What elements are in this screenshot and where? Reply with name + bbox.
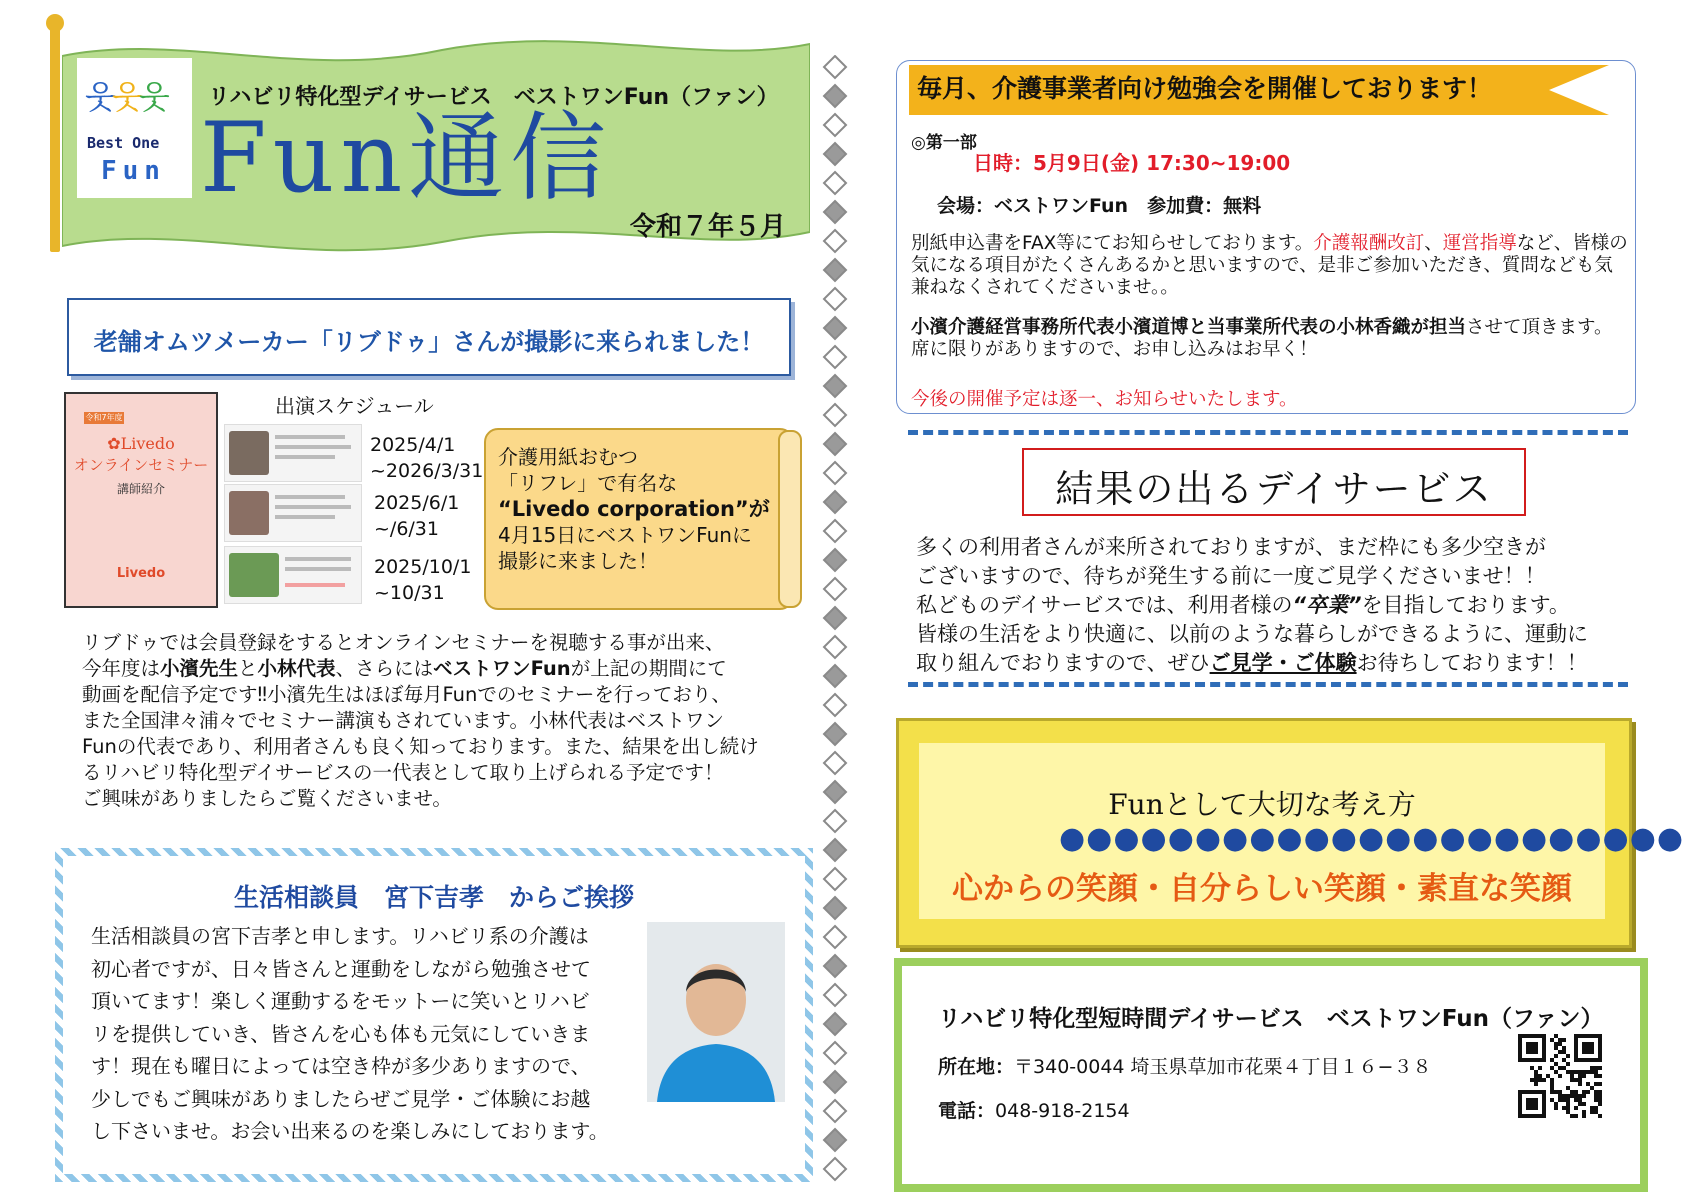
values-inner (919, 743, 1685, 919)
qr-code-icon[interactable] (1518, 1034, 1602, 1118)
diamond-shape (824, 1013, 846, 1035)
phone-label: 電話： (938, 1100, 996, 1122)
dashed-divider (908, 430, 1628, 435)
diamond-shape (824, 114, 846, 136)
text-run: 今年度は (82, 657, 161, 680)
booklet-subtitle: オンラインセミナー (73, 456, 209, 474)
staff-photo (647, 922, 785, 1102)
greeting-line: す！現在も曜日によっては空き枠が多少ありますので、 (91, 1054, 591, 1078)
diamond-shape (824, 723, 846, 745)
paragraph-line: 多くの利用者さんが来所されておりますが、まだ枠にも多少空きが (916, 535, 1546, 559)
livedo-callout (484, 428, 794, 610)
diamond-shape (824, 85, 846, 107)
date-end: ~/6/31 (374, 518, 439, 540)
thumb-line (275, 495, 345, 499)
callout-line: 4月15日にベストワンFunに (498, 523, 752, 547)
diamond-shape (824, 1158, 846, 1180)
callout-line: 撮影に来ました！ (498, 549, 658, 573)
greeting-title: 生活相談員 宮下吉孝 からご挨拶 (233, 883, 634, 912)
diamond-shape (824, 1129, 846, 1151)
callout-line: 介護用紙おむつ (498, 445, 638, 469)
text-bold: 小林代表 (257, 657, 336, 680)
diamond-shape (824, 288, 846, 310)
diamond-shape (824, 1042, 846, 1064)
diamond-shape (824, 404, 846, 426)
text-run: が上記の期間にて (570, 657, 727, 680)
thumb-line (285, 583, 345, 587)
text-run: させて頂きます。席に限りがありますので、お申し込みはお早く！ (911, 317, 1613, 360)
address-value: 〒340-0044 埼玉県草加市花栗４丁目１６−３８ (1014, 1056, 1432, 1078)
schedule-thumbnail (224, 424, 362, 482)
callout-line: “Livedo corporation”が (498, 497, 770, 521)
paragraph-line (916, 649, 1636, 678)
paragraph-line: リブドゥでは会員登録をするとオンラインセミナーを視聴する事が出来、 (82, 631, 725, 654)
study-venue: 会場：ベストワンFun 参加費：無料 (937, 195, 1262, 217)
results-paragraph (916, 533, 1636, 678)
diamond-shape (824, 897, 846, 919)
study-session-box (896, 60, 1636, 414)
diamond-shape (824, 520, 846, 542)
issue-date: 令和７年５月 (630, 212, 787, 242)
greeting-line: 初心者ですが、日々皆さんと運動をしながら勉強させて (91, 956, 591, 981)
paragraph-line (916, 591, 1636, 620)
diamond-shape (824, 636, 846, 658)
callout-text (498, 444, 770, 574)
header-subtitle: リハビリ特化型デイサービス ベストワンFun（ファン） (208, 85, 779, 110)
contact-address (938, 1052, 1431, 1079)
paragraph-line: また全国津々浦々でセミナー講演もされています。小林代表はベストワン (82, 709, 724, 732)
phone-value: 048-918-2154 (995, 1100, 1130, 1122)
contact-box (894, 958, 1648, 1192)
schedule-title: 出演スケジュール (275, 394, 434, 418)
schedule-thumbnail (224, 484, 362, 542)
diamond-shape (824, 201, 846, 223)
text-bold: 小濱介護経営事務所代表小濱道博と当事業所代表の小林香織が担当 (911, 317, 1467, 338)
thumb-line (275, 435, 345, 439)
greeting-line: リを提供していき、皆さんを心も体も元気にしていきま (91, 1021, 591, 1046)
diamond-shape (824, 607, 846, 629)
paragraph-line (82, 656, 782, 682)
study-title: 毎月、介護事業者向け勉強会を開催しております！ (917, 74, 1493, 103)
booklet-badge: 令和7年度 (85, 413, 123, 422)
text-run: と (238, 657, 258, 680)
text-emphasis: “卒業” (1292, 593, 1362, 617)
values-motto: 心からの笑顔・自分らしい笑顔・素直な笑顔 (952, 871, 1572, 907)
text-run: など、皆様の気になる項目がたくさんあるかと思いますので、是非ご参加いただき、質問なども気兼ねなくされてくださいませ。。 (911, 233, 1628, 298)
thumb-line (275, 445, 351, 449)
greeting-line: 少しでもご興味がありましたらぜご見学・ご体験にお越 (91, 1086, 591, 1111)
text-bold: 小濱先生 (160, 657, 239, 680)
booklet-brand (66, 434, 216, 453)
group-photo (229, 553, 279, 597)
thumb-line (275, 515, 335, 519)
diamond-shape (824, 346, 846, 368)
study-body (911, 233, 1631, 299)
diamond-shape (824, 549, 846, 571)
diamond-shape (824, 665, 846, 687)
paragraph-line: Funの代表であり、利用者さんも良く知っております。また、結果を出し続け (82, 735, 759, 758)
contact-phone (938, 1096, 1130, 1123)
diamond-shape (824, 317, 846, 339)
date-start: 2025/4/1 (370, 434, 456, 456)
diamond-shape (824, 56, 846, 78)
text-run: 取り組んでおりますので、ぜひ (916, 651, 1210, 675)
text-bold: ベストワンFun (433, 657, 571, 680)
date-start: 2025/6/1 (374, 492, 460, 514)
booklet-brand-text: Livedo (120, 434, 175, 453)
text-emphasis: ご見学・ご体験 (1209, 651, 1357, 675)
text-red: 運営指導 (1442, 233, 1517, 254)
dotted-divider: ●●●●●●●●●●●●●●●●●●●●●●● (1059, 821, 1685, 856)
study-note: 今後の開催予定は逐一、お知らせいたします。 (911, 389, 1298, 410)
thumb-line (285, 557, 351, 561)
schedule-thumbnail (224, 546, 362, 604)
people-icon: 웃웃웃 (85, 78, 166, 116)
diamond-shape (824, 694, 846, 716)
greeting-line: し下さいませ。お会い出来るのを楽しみにしております。 (91, 1119, 609, 1143)
diamond-divider (820, 55, 850, 1185)
booklet-footer: Livedo (116, 566, 166, 581)
text-run: 、さらには (335, 657, 434, 680)
seminar-booklet-image (64, 392, 218, 608)
values-title: Funとして大切な考え方 (1108, 788, 1416, 821)
scroll-edge (778, 430, 802, 608)
date-end: ~10/31 (374, 582, 445, 604)
results-heading-box (1022, 448, 1526, 516)
paragraph-line: 皆様の生活をより快適に、以前のような暮らしができるように、運動に (916, 622, 1588, 646)
schedule-date-1 (370, 432, 483, 484)
thumb-line (275, 505, 351, 509)
logo-brand-text: Best One (87, 134, 160, 152)
diamond-shape (824, 1100, 846, 1122)
text-run: 、 (1424, 233, 1443, 254)
diamond-shape (824, 926, 846, 948)
study-time: 日時：5月9日(金) 17:30~19:00 (973, 151, 1291, 175)
values-box (896, 718, 1685, 948)
text-run: を目指しております。 (1361, 593, 1570, 617)
paragraph-line: るリハビリ特化型デイサービスの一代表として取り上げられる予定です！ (82, 761, 724, 784)
booklet-intro: 講師紹介 (116, 482, 165, 496)
lecturer-photo (229, 431, 269, 475)
diamond-shape (824, 259, 846, 281)
newsletter-title: Fun通信 (200, 102, 613, 214)
livedo-banner-text: 老舗オムツメーカー「リブドゥ」さんが撮影に来られました！ (93, 328, 765, 356)
diamond-shape (824, 230, 846, 252)
thumb-line (275, 455, 335, 459)
date-end: ~2026/3/31 (370, 460, 484, 482)
livedo-banner (67, 298, 791, 376)
text-run: お待ちしております！！ (1356, 651, 1588, 675)
diamond-shape (824, 868, 846, 890)
diamond-shape (824, 143, 846, 165)
study-part: ◎第一部 (911, 133, 977, 153)
diamond-shape (824, 839, 846, 861)
thumb-line (285, 567, 351, 571)
diamond-shape (824, 810, 846, 832)
address-label: 所在地： (938, 1056, 1015, 1078)
diamond-shape (824, 172, 846, 194)
diamond-shape (824, 375, 846, 397)
text-run: 別紙申込書をFAX等にてお知らせしております。 (911, 233, 1314, 254)
dashed-divider (908, 682, 1628, 687)
text-run: 私どものデイサービスでは、利用者様の (916, 593, 1293, 617)
diamond-shape (824, 1071, 846, 1093)
lecturer-photo (229, 491, 269, 535)
contact-title: リハビリ特化型短時間デイサービス ベストワンFun（ファン） (938, 1006, 1604, 1032)
logo-fun-text: Fun (101, 156, 166, 186)
results-heading: 結果の出るデイサービス (1055, 467, 1493, 511)
diamond-shape (824, 578, 846, 600)
diamond-shape (824, 752, 846, 774)
greeting-line: 生活相談員の宮下吉孝と申します。リハビリ系の介護は (91, 924, 589, 948)
text-red: 介護報酬改訂 (1313, 233, 1425, 254)
schedule-date-2 (374, 490, 459, 542)
diamond-shape (824, 491, 846, 513)
diamond-shape (824, 781, 846, 803)
paragraph-line: ございますので、待ちが発生する前に一度ご見学くださいませ！！ (916, 564, 1546, 588)
study-hosts (911, 317, 1631, 361)
greeting-box (55, 848, 813, 1182)
paragraph-line: ご興味がありましたらご覧くださいませ。 (82, 787, 452, 810)
livedo-paragraph (82, 630, 782, 812)
greeting-line: 頂いてます！楽しく運動するをモットーに笑いとリハビ (91, 989, 590, 1013)
greeting-text (91, 920, 621, 1148)
schedule-date-3 (374, 554, 471, 606)
date-start: 2025/10/1 (374, 556, 472, 578)
brand-logo (77, 58, 192, 198)
callout-line: 「リフレ」で有名な (498, 471, 678, 495)
diamond-shape (824, 955, 846, 977)
paragraph-line: 動画を配信予定です‼小濱先生はほぼ毎月Funでのセミナーを行っており、 (82, 683, 731, 706)
diamond-shape (824, 433, 846, 455)
flower-icon: ✿ (107, 434, 121, 453)
diamond-shape (824, 462, 846, 484)
diamond-shape (824, 984, 846, 1006)
flag-pole (50, 22, 60, 252)
